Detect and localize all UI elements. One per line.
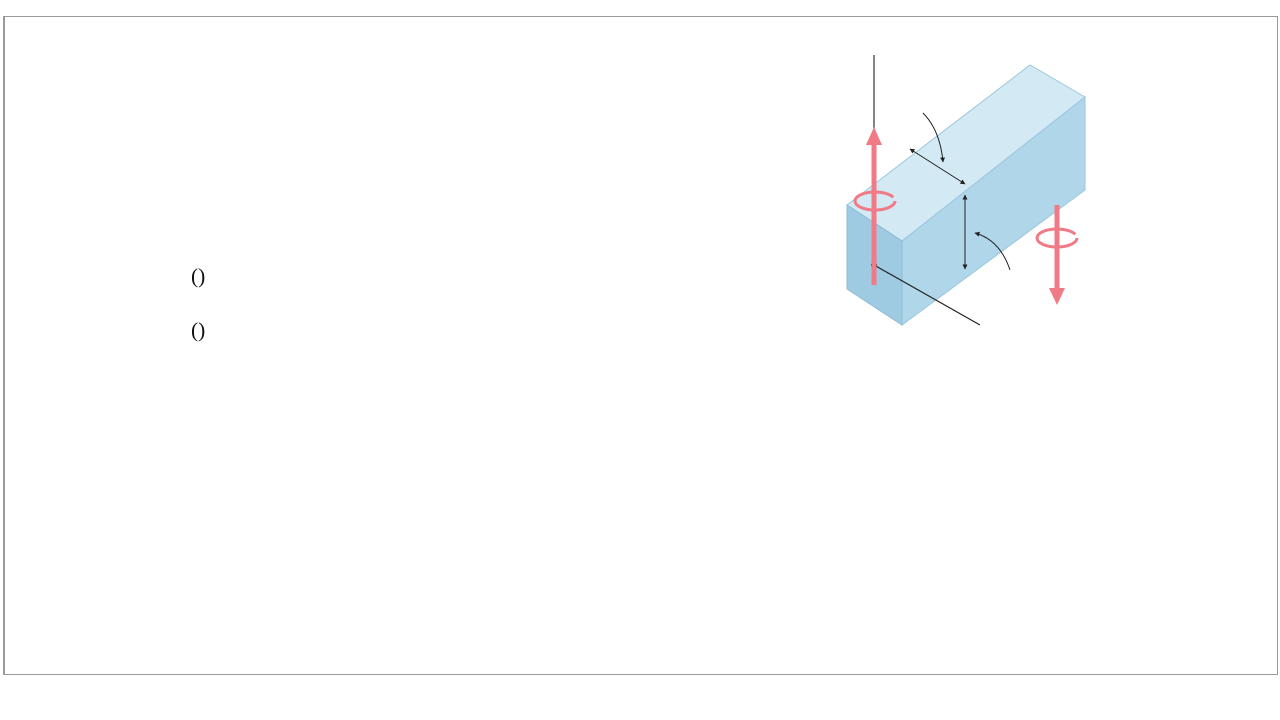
moment-m-arrowhead — [866, 127, 882, 145]
moment-mp-arrowhead — [1049, 288, 1065, 305]
part-b: () — [191, 318, 206, 342]
rod-figure — [835, 45, 1095, 345]
part-a: () — [191, 264, 206, 288]
